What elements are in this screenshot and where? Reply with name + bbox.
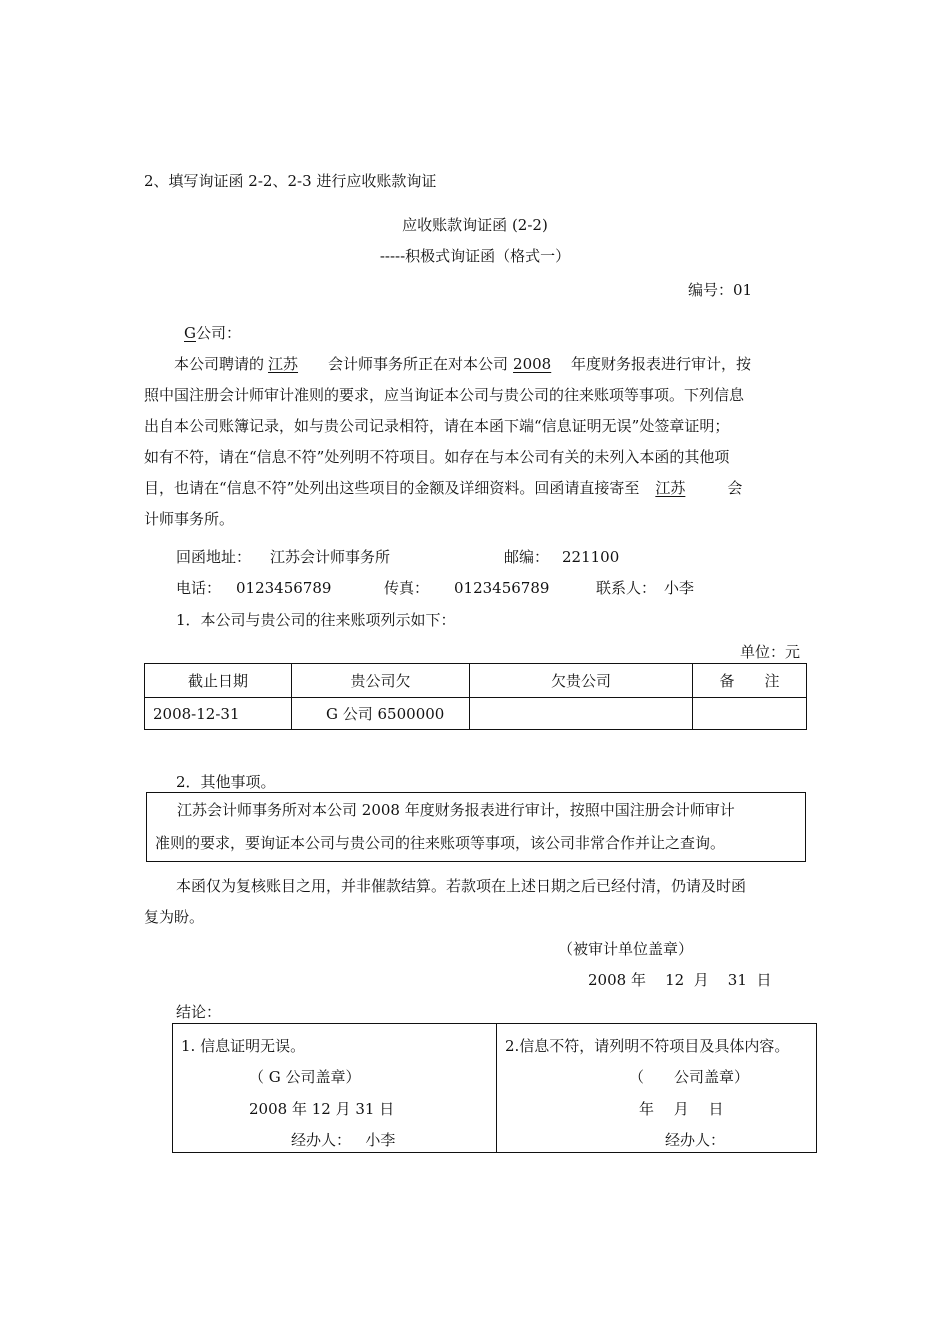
body-text: 会计师事务所正在对本公司 bbox=[328, 355, 509, 373]
cell-owed-to-you bbox=[470, 698, 693, 730]
handler-label: 经办人： bbox=[291, 1131, 352, 1149]
header-owed-by-you: 贵公司欠 bbox=[292, 664, 470, 698]
date-year-unit: 年 bbox=[630, 971, 646, 989]
addressee-suffix: 公司： bbox=[195, 324, 241, 342]
conclusion-left-stamp: （ G 公司盖章） bbox=[249, 1068, 361, 1086]
body-text: 目，也请在“信息不符”处列出这些项目的金额及详细资料。回函请直接寄至 bbox=[144, 479, 640, 497]
reply-firm-blank: 江苏 bbox=[655, 479, 686, 497]
body-text: 会 bbox=[727, 479, 743, 497]
body-line-6: 计师事务所。 bbox=[144, 510, 235, 528]
contact-label: 联系人： bbox=[596, 579, 657, 597]
postcode-value: 221100 bbox=[562, 548, 620, 566]
accounts-table bbox=[144, 663, 807, 730]
body-text: 本公司聘请的 bbox=[174, 355, 265, 373]
date-month-unit: 月 bbox=[693, 971, 709, 989]
phone-value: 0123456789 bbox=[236, 579, 332, 597]
conclusion-divider bbox=[496, 1024, 497, 1152]
date-year: 2008 bbox=[588, 971, 627, 989]
body-line-3: 出自本公司账簿记录，如与贵公司记录相符，请在本函下端“信息证明无误”处签章证明； bbox=[144, 417, 730, 435]
conclusion-right-handler: 经办人： bbox=[665, 1131, 726, 1149]
cell-cutoff-date: 2008-12-31 bbox=[145, 698, 292, 730]
letter-body bbox=[144, 349, 808, 535]
other-matters-line-1: 江苏会计师事务所对本公司 2008 年度财务报表进行审计，按照中国注册会计师审计 bbox=[177, 801, 735, 819]
closing-line-1: 本函仅为复核账目之用，并非催款结算。若款项在上述日期之后已经付清，仍请及时函 bbox=[176, 877, 747, 895]
contact-value: 小李 bbox=[664, 579, 695, 597]
letter-date bbox=[588, 970, 771, 990]
letter-subtitle: -----积极式询证函（格式一） bbox=[379, 247, 571, 265]
date-day-unit: 日 bbox=[756, 971, 772, 989]
cell-remarks bbox=[693, 698, 807, 730]
conclusion-right-date: 年 月 日 bbox=[639, 1100, 724, 1118]
address-value: 江苏会计师事务所 bbox=[270, 548, 391, 566]
header-owed-to-you: 欠贵公司 bbox=[470, 664, 693, 698]
conclusion-label: 结论： bbox=[176, 1003, 222, 1021]
item2-title: 2．其他事项。 bbox=[176, 773, 276, 791]
conclusion-right-stamp: （ 公司盖章） bbox=[629, 1068, 750, 1086]
date-day: 31 bbox=[727, 971, 747, 989]
stamp-label: （被审计单位盖章） bbox=[558, 940, 694, 958]
header-remarks: 备 注 bbox=[693, 664, 807, 698]
table-row bbox=[145, 698, 807, 730]
conclusion-box bbox=[172, 1023, 817, 1153]
letter-title: 应收账款询证函 (2-2) bbox=[402, 216, 548, 234]
fax-value: 0123456789 bbox=[454, 579, 550, 597]
addressee bbox=[184, 323, 241, 343]
closing-line-2: 复为盼。 bbox=[144, 908, 205, 926]
conclusion-left-handler bbox=[291, 1130, 395, 1150]
body-line-5 bbox=[144, 473, 808, 504]
cell-owed-by-you: G 公司 6500000 bbox=[292, 698, 470, 730]
handler-value: 小李 bbox=[365, 1131, 396, 1149]
table-header-row bbox=[145, 664, 807, 698]
other-matters-line-2: 准则的要求，要询证本公司与贵公司的往来账项等事项，该公司非常合作并让之查询。 bbox=[155, 834, 726, 852]
item1-title: 1．本公司与贵公司的往来账项列示如下： bbox=[176, 611, 456, 629]
conclusion-left-title: 1. 信息证明无误。 bbox=[181, 1037, 306, 1055]
postcode-label: 邮编： bbox=[504, 548, 550, 566]
conclusion-right-title: 2.信息不符，请列明不符项目及具体内容。 bbox=[505, 1037, 790, 1055]
firm-blank: 江苏 bbox=[268, 355, 299, 373]
fax-label: 传真： bbox=[384, 579, 430, 597]
header-cutoff-date: 截止日期 bbox=[145, 664, 292, 698]
addressee-name: G bbox=[184, 324, 196, 342]
conclusion-left-date: 2008 年 12 月 31 日 bbox=[249, 1100, 395, 1118]
body-line-2: 照中国注册会计师审计准则的要求，应当询证本公司与贵公司的往来账项等事项。下列信息 bbox=[144, 386, 745, 404]
year-blank: 2008 bbox=[513, 355, 552, 373]
unit-label: 单位：元 bbox=[740, 643, 801, 661]
body-text: 年度财务报表进行审计，按 bbox=[571, 355, 752, 373]
date-month: 12 bbox=[665, 971, 685, 989]
body-line-1 bbox=[144, 349, 808, 380]
section-heading: 2、填写询证函 2-2、2-3 进行应收账款询证 bbox=[144, 172, 437, 190]
other-matters-box bbox=[146, 792, 806, 862]
letter-number: 编号：01 bbox=[688, 281, 753, 299]
phone-label: 电话： bbox=[176, 579, 222, 597]
address-label: 回函地址： bbox=[176, 548, 252, 566]
body-line-4: 如有不符，请在“信息不符”处列明不符项目。如存在与本公司有关的未列入本函的其他项 bbox=[144, 448, 730, 466]
